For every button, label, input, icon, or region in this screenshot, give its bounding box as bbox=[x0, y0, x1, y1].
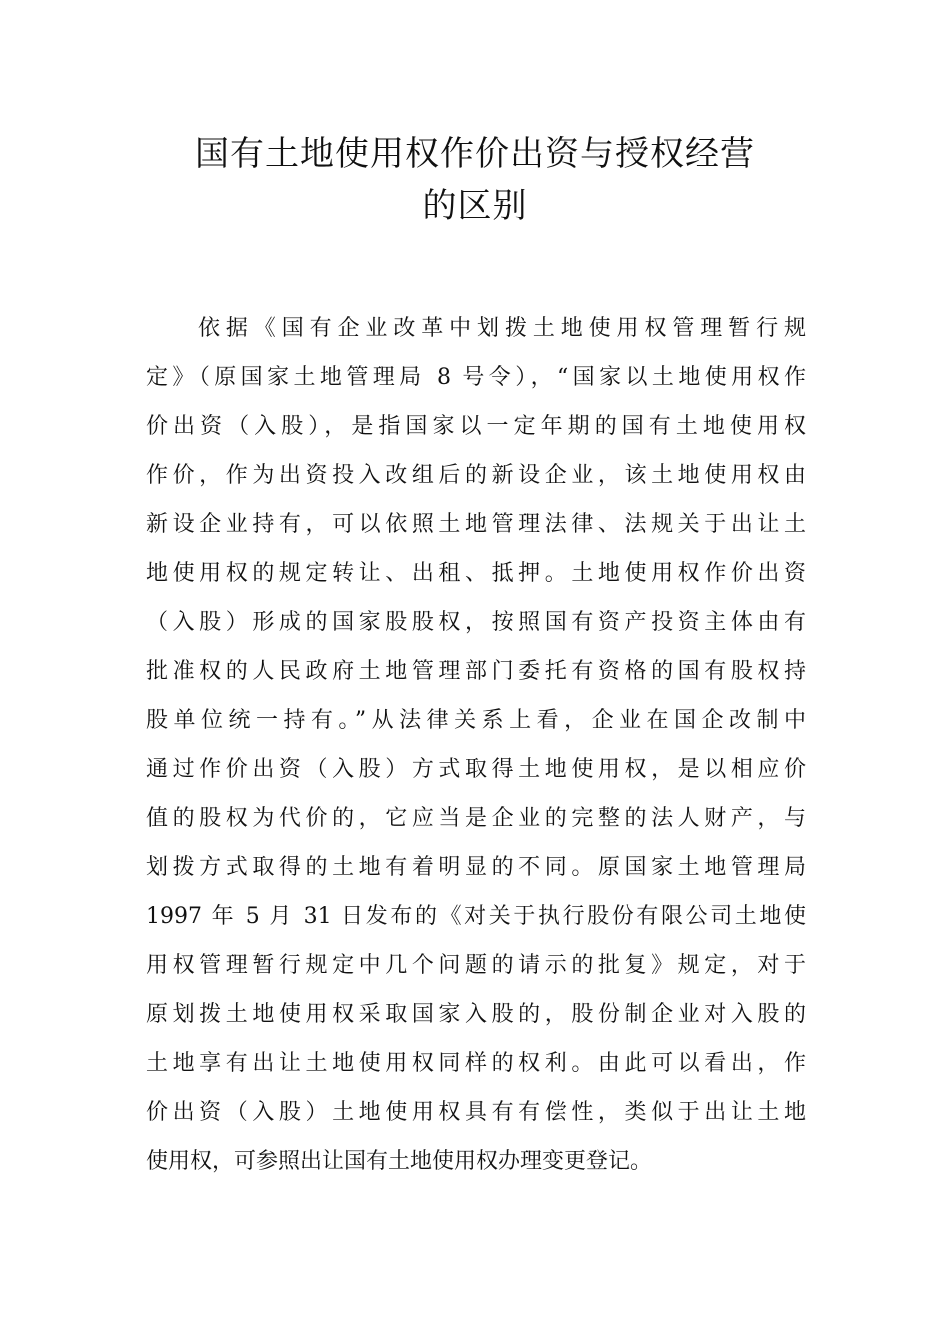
title-line-1: 国有土地使用权作价出资与授权经营 bbox=[195, 134, 755, 174]
document-title bbox=[0, 128, 950, 232]
paragraph-line: 值的股权为代价的，它应当是企业的完整的法人财产，与 bbox=[146, 806, 806, 831]
paragraph-line: 股单位统一持有。”从法律关系上看，企业在国企改制中 bbox=[146, 708, 806, 733]
paragraph-line: （入股）形成的国家股股权，按照国有资产投资主体由有 bbox=[146, 610, 806, 635]
document-body-paragraph bbox=[146, 304, 806, 1186]
paragraph-line: 土地享有出让土地使用权同样的权利。由此可以看出，作 bbox=[146, 1051, 806, 1076]
paragraph-line: 通过作价出资（入股）方式取得土地使用权，是以相应价 bbox=[146, 757, 806, 782]
paragraph-line: 批准权的人民政府土地管理部门委托有资格的国有股权持 bbox=[146, 659, 806, 684]
paragraph-line: 用权管理暂行规定中几个问题的请示的批复》规定，对于 bbox=[146, 953, 806, 978]
paragraph-line: 作价，作为出资投入改组后的新设企业，该土地使用权由 bbox=[146, 463, 806, 488]
paragraph-line: 1997 年 5 月 31 日发布的《对关于执行股份有限公司土地使 bbox=[146, 904, 806, 929]
paragraph-line: 定》（原国家土地管理局 8 号令），“国家以土地使用权作 bbox=[146, 365, 806, 390]
paragraph-line: 依据《国有企业改革中划拨土地使用权管理暂行规 bbox=[198, 316, 806, 341]
paragraph-line: 划拨方式取得的土地有着明显的不同。原国家土地管理局 bbox=[146, 855, 806, 880]
paragraph-line: 新设企业持有，可以依照土地管理法律、法规关于出让土 bbox=[146, 512, 806, 537]
paragraph-line: 原划拨土地使用权采取国家入股的，股份制企业对入股的 bbox=[146, 1002, 806, 1027]
title-line-2: 的区别 bbox=[422, 186, 528, 226]
paragraph-line: 价出资（入股）土地使用权具有有偿性，类似于出让土地 bbox=[146, 1100, 806, 1125]
paragraph-line: 地使用权的规定转让、出租、抵押。土地使用权作价出资 bbox=[146, 561, 806, 586]
paragraph-line: 价出资（入股），是指国家以一定年期的国有土地使用权 bbox=[146, 414, 806, 439]
paragraph-line: 使用权，可参照出让国有土地使用权办理变更登记。 bbox=[146, 1149, 653, 1174]
